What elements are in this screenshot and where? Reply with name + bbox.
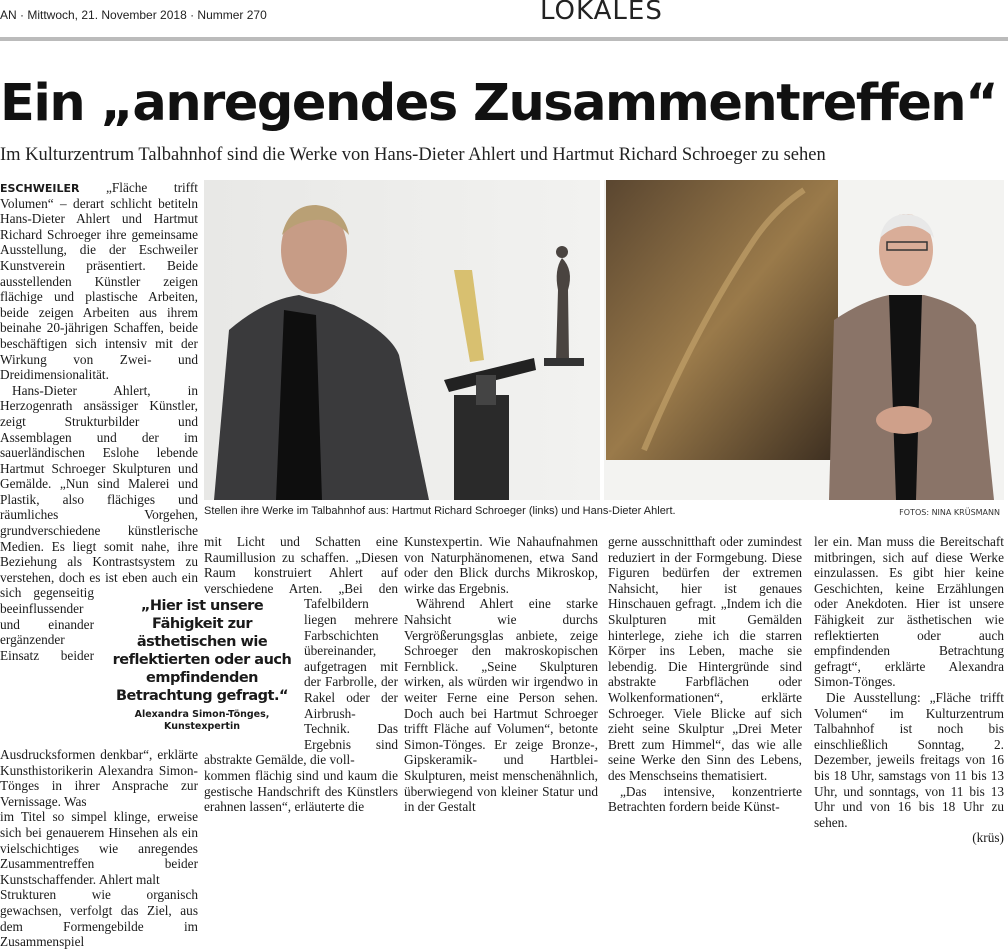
paragraph: Während Ahlert eine starke Nahsicht wie durchs Vergrößerungsglas anbiete, zeige Schroeger den makroskopischen Fernblick. „Seine Skulpturen wirken, als würden wir irgendwo in weiter Ferne eine Person sehen. Doch auch bei Hartmut Schroeger trifft Fläche auf Volumen“, betonte Simon-Tönges. Er zeige Bronze-, Gipskeramik- und Hartblei-Skulpturen, meist menschenähnlich, überwiegend von kleiner Statur und in der Gestalt bbox=[404, 596, 598, 815]
photo-illustration bbox=[604, 180, 1004, 500]
article-column-5 bbox=[814, 534, 1004, 846]
paragraph: „Das intensive, konzentrierte Betrachten fordern beide Künst- bbox=[608, 783, 802, 815]
paragraph: mit Licht und Schatten eine Raumillusion zu schaffen. „Diesen Raum konstruiert Ahlert auf verschiedene Arten. „Bei den Tafelbildern bbox=[204, 534, 398, 612]
article-column-3 bbox=[404, 534, 598, 815]
paragraph: Strukturen wie organisch gewachsen, verfolgt das Ziel, aus dem Formengebilde im Zusammenspiel bbox=[0, 887, 198, 950]
photo-illustration bbox=[204, 180, 600, 500]
photo-credit: FOTOS: NINA KRÜSMANN bbox=[899, 508, 1000, 517]
paragraph: im Titel so simpel klinge, erweise sich bei genauerem Hinsehen als ein vielschichtiges wie anregendes Zusammentreffen beider Kunstschaffender. Ahlert malt bbox=[0, 809, 198, 887]
pull-quote-author: Alexandra Simon-Tönges, bbox=[134, 709, 270, 720]
paragraph: Hans-Dieter Ahlert, in Herzogenrath ansässiger Künstler, zeigt Strukturbilder und Assemblagen und der im sauerländischen Eslohe lebende Hartmut Schroeger Skulpturen und Gemälde. „Nun sind Malerei und Plastik, also flächiges und räumliches Vorgehen, grundverschiedene künstlerische Medien. Es liegt somit nahe, ihre Beziehung als Kontrastsystem zu verstehen, doch es ist eben auch ein sich gegenseitig beeinflussender und einander ergänzender Einsatz beider Ausdrucksformen denkbar“, erklärte Kunsthistorikerin Alexandra Simon-Tönges in ihrer Ansprache zur Vernissage. Was bbox=[0, 382, 198, 809]
paragraph: „Fläche trifft Volumen“ – derart schlicht betiteln Hans-Dieter Ahlert und Hartmut Richard Schroeger ihre gemeinsame Ausstellung, die der Eschweiler Kunstverein präsentiert. Beide ausstellenden Künstler zeigen flächige und plastische Arbeiten, beide zeigen Arbeiten aus ihrem beinahe 20-jährigen Schaffen, beide beschäftigen sich intensiv mit der Wirkung von Zwei- und Dreidimensionalität. bbox=[0, 180, 198, 383]
paragraph: kommen flächig sind und kaum die gestische Handschrift des Künstlers erahnen lassen“, erläuterte die bbox=[204, 767, 398, 815]
paragraph: liegen mehrere Farbschichten übereinander, aufgetragen mit der Farbrolle, der Rakel oder der Airbrush-Technik. Das Ergebnis sind abstrakte Gemälde, die voll- bbox=[204, 611, 398, 768]
photo-schroeger bbox=[204, 180, 600, 500]
header-rule bbox=[0, 37, 1008, 41]
photo-ahlert bbox=[604, 180, 1004, 500]
dateline-header: AN · Mittwoch, 21. November 2018 · Nummer 270 bbox=[0, 8, 267, 22]
article-column-1 bbox=[0, 180, 198, 950]
paragraph: ler ein. Man muss die Bereitschaft mitbringen, sich auf diese Werke einzulassen. Es gibt hier keine Geschichten, keine Erzählungen oder Anekdoten. Hier ist unsere Fähigkeit zur ästhetischen wie reflektierten oder auch empfindenden Betrachtung gefragt“, erklärte Alexandra Simon-Tönges. bbox=[814, 534, 1004, 690]
pull-quote bbox=[104, 597, 300, 733]
paragraph: Die Ausstellung: „Fläche trifft Volumen“ im Kulturzentrum Talbahnhof ist noch bis einschließlich Sonntag, 2. Dezember, jeweils freitags von 16 bis 18 Uhr, samstags von 11 bis 13 Uhr, und sonntags, von 11 bis 13 Uhr und von 16 bis 18 Uhr zu sehen. bbox=[814, 689, 1004, 830]
author-signature: (krüs) bbox=[972, 830, 1004, 846]
section-title: LOKALES bbox=[540, 0, 663, 26]
pull-quote-text: „Hier ist unsere Fähigkeit zur ästhetischen wie reflektierten oder auch empfindenden Betrachtung gefragt.“ bbox=[112, 598, 292, 704]
pull-quote-role: Kunstexpertin bbox=[164, 721, 240, 732]
paragraph: gerne ausschnitthaft oder zumindest reduziert in der Formgebung. Diese Figuren bedürfen der extremen Nahsicht, hier ist genaues Hinschauen gefragt. „Indem ich die Skulpturen mit Gemälden hinterlege, ziehe ich die starren Körper ins Leben, mache sie lebendig. Die Hintergründe sind abstrakte Farbflächen oder Wolkenformationen“, erklärte Schroeger. Viele Blicke auf sich zieht seine Skulptur „Drei Meter Brett zum Himmel“, das wie alle seine Werke den Sinn des Lebens, des Menschseins thematisiert. bbox=[608, 534, 802, 783]
article-dateline: ESCHWEILER bbox=[0, 182, 80, 195]
article-column-4 bbox=[608, 534, 802, 815]
paragraph: Kunstexpertin. Wie Nahaufnahmen von Naturphänomenen, etwa Sand oder den Blick durchs Mikroskop, wirke das Ergebnis. bbox=[404, 534, 598, 596]
subheadline: Im Kulturzentrum Talbahnhof sind die Werke von Hans-Dieter Ahlert und Hartmut Richard Schroeger zu sehen bbox=[0, 145, 826, 165]
headline: Ein „anregendes Zusammentreffen“ bbox=[0, 74, 998, 133]
photo-caption: Stellen ihre Werke im Talbahnhof aus: Hartmut Richard Schroeger (links) und Hans-Dieter Ahlert. bbox=[204, 505, 676, 517]
